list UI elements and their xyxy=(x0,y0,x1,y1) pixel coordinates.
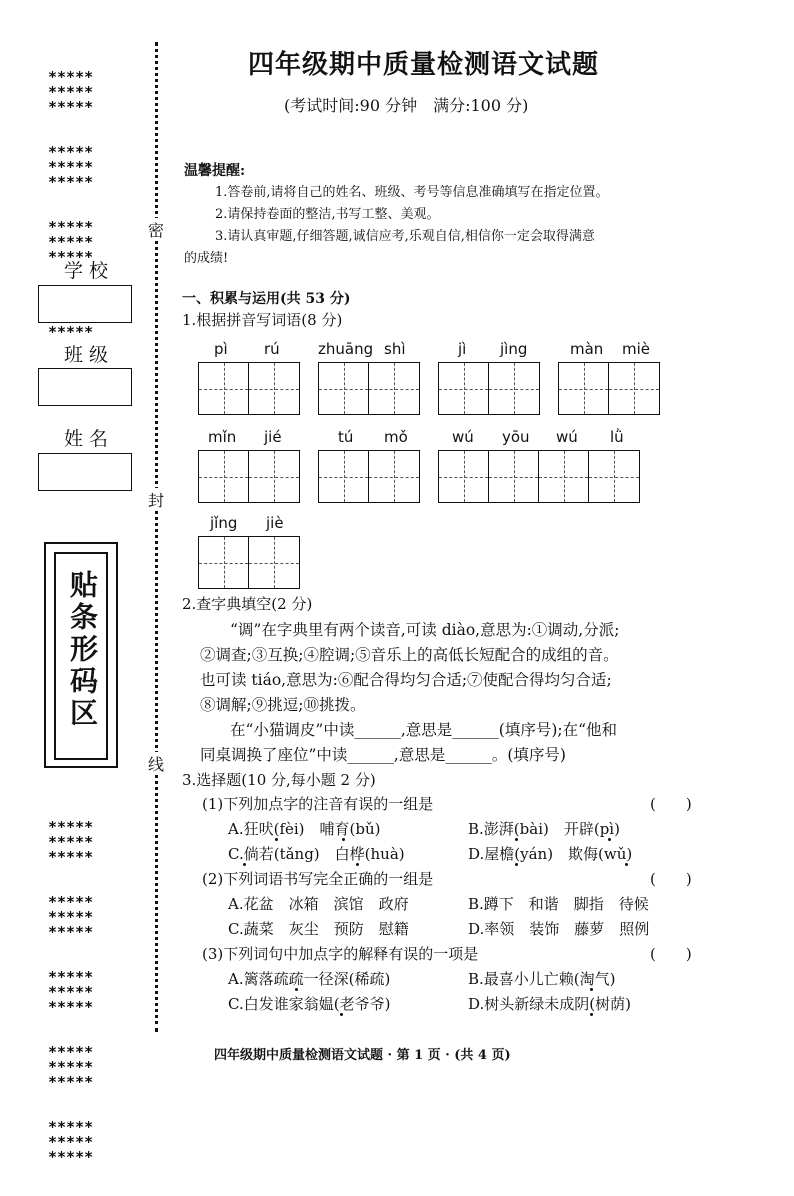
star-pattern-bottom: ***** ***** ***** ***** ***** ***** ***** ***** ***** ***** ***** ***** ***** ***** ***** xyxy=(48,818,94,1166)
option: B.蹲下 和谐 脚指 待候 xyxy=(468,895,649,913)
question-3-stem: (3)下列词句中加点字的解释有误的一项是 xyxy=(202,945,479,963)
answer-paren[interactable]: ( ) xyxy=(650,795,692,813)
reminder-item: 1.答卷前,请将自己的姓名、班级、考号等信息准确填写在指定位置。 xyxy=(215,185,609,200)
pinyin: jié xyxy=(264,428,282,446)
name-field[interactable] xyxy=(38,453,132,491)
answer-grid[interactable] xyxy=(318,362,420,415)
school-field[interactable] xyxy=(38,285,132,323)
option: D.屋檐(yán) 欺侮(wǔ) xyxy=(468,845,633,863)
reminder-item: 3.请认真审题,仔细答题,诚信应考,乐观自信,相信你一定会取得满意 xyxy=(215,229,595,244)
option: B.最喜小儿亡赖(淘气) xyxy=(468,970,616,988)
option: D.率领 装饰 藤萝 照例 xyxy=(468,920,650,938)
pinyin: wú xyxy=(556,428,578,446)
class-label: 班级 xyxy=(64,344,115,366)
emphasis-dot xyxy=(625,863,628,866)
reminder-item: 的成绩! xyxy=(184,251,229,266)
pinyin: tú xyxy=(338,428,354,446)
option: C.倘若(tǎng) 白桦(huà) xyxy=(228,845,405,863)
question-2-text: ②调查;③互换;④腔调;⑤音乐上的高低长短配合的成组的音。 xyxy=(200,646,619,664)
exam-info: (考试时间:90 分钟 满分:100 分) xyxy=(284,96,529,115)
section-heading: 一、积累与运用(共 53 分) xyxy=(182,291,351,307)
emphasis-dot xyxy=(275,838,278,841)
pinyin: rú xyxy=(264,340,280,358)
pinyin: lǜ xyxy=(610,428,624,446)
emphasis-dot xyxy=(590,1013,593,1016)
pinyin: jiè xyxy=(266,514,284,532)
barcode-label: 贴条形码区 xyxy=(66,570,99,730)
emphasis-dot xyxy=(590,988,593,991)
question-2-text: 在“小猫调皮”中读______,意思是______(填序号);在“他和 xyxy=(230,721,618,739)
answer-grid[interactable] xyxy=(198,536,300,589)
option: C.白发谁家翁媪(老爷爷) xyxy=(228,995,391,1013)
option: D.树头新绿未成阴(树荫) xyxy=(468,995,631,1013)
school-label: 学校 xyxy=(64,260,115,282)
option: A.篱落疏疏一径深(稀疏) xyxy=(228,970,391,988)
option: A.花盆 冰箱 滨馆 政府 xyxy=(228,895,409,913)
reminder-item: 2.请保持卷面的整洁,书写工整、美观。 xyxy=(215,207,440,222)
option: C.蔬菜 灰尘 预防 慰籍 xyxy=(228,920,409,938)
class-field[interactable] xyxy=(38,368,132,406)
emphasis-dot xyxy=(515,863,518,866)
reminder-heading: 温馨提醒: xyxy=(184,163,246,179)
answer-paren[interactable]: ( ) xyxy=(650,870,692,888)
answer-grid[interactable] xyxy=(198,362,300,415)
question-3-stem: (1)下列加点字的注音有误的一组是 xyxy=(202,795,434,813)
pinyin: pì xyxy=(214,340,228,358)
sidebar xyxy=(0,0,170,1166)
answer-grid[interactable] xyxy=(438,362,540,415)
pinyin: yōu xyxy=(502,428,530,446)
pinyin: jì xyxy=(458,340,467,358)
pinyin: zhuāng xyxy=(318,340,374,358)
page-title: 四年级期中质量检测语文试题 xyxy=(248,50,600,80)
question-3-stem: (2)下列词语书写完全正确的一组是 xyxy=(202,870,434,888)
page-footer: 四年级期中质量检测语文试题 · 第 1 页 · (共 4 页) xyxy=(214,1048,511,1063)
seal-line xyxy=(155,42,158,1032)
seal-char-mi: 密 xyxy=(148,218,164,241)
answer-grid[interactable] xyxy=(318,450,420,503)
seal-char-feng: 封 xyxy=(148,488,164,511)
emphasis-dot xyxy=(608,838,611,841)
question-2-text: ⑧调解;⑨挑逗;⑩挑拨。 xyxy=(200,696,366,714)
seal-char-xian: 线 xyxy=(148,752,164,775)
option: B.澎湃(bài) 开辟(pì) xyxy=(468,820,620,838)
question-3-title: 3.选择题(10 分,每小题 2 分) xyxy=(182,771,376,789)
emphasis-dot xyxy=(243,863,246,866)
pinyin: jǐng xyxy=(210,514,238,532)
name-label: 姓名 xyxy=(64,428,115,450)
pinyin: wú xyxy=(452,428,474,446)
emphasis-dot xyxy=(295,988,298,991)
pinyin: jìng xyxy=(500,340,528,358)
pinyin: shì xyxy=(384,340,406,358)
question-2-text: 也可读 tiáo,意思为:⑥配合得均匀合适;⑦使配合得均匀合适; xyxy=(200,671,612,689)
answer-grid[interactable] xyxy=(438,450,640,503)
answer-grid[interactable] xyxy=(558,362,660,415)
question-2-text: 同桌调换了座位”中读______,意思是______。(填序号) xyxy=(200,746,566,764)
emphasis-dot xyxy=(342,838,345,841)
emphasis-dot xyxy=(515,838,518,841)
barcode-area xyxy=(44,542,118,768)
pinyin: màn xyxy=(570,340,604,358)
pinyin: miè xyxy=(622,340,651,358)
emphasis-dot xyxy=(356,863,359,866)
option: A.狂吠(fèi) 哺育(bǔ) xyxy=(228,820,381,838)
star-pattern-top: ***** ***** ***** ***** ***** ***** ***** ***** ***** ***** xyxy=(48,68,94,341)
answer-paren[interactable]: ( ) xyxy=(650,945,692,963)
pinyin: mǐn xyxy=(208,428,237,446)
answer-grid[interactable] xyxy=(198,450,300,503)
question-2-title: 2.查字典填空(2 分) xyxy=(182,595,313,613)
emphasis-dot xyxy=(340,1013,343,1016)
pinyin: mǒ xyxy=(384,428,408,446)
question-1-title: 1.根据拼音写词语(8 分) xyxy=(182,311,343,329)
question-2-text: “调”在字典里有两个读音,可读 diào,意思为:①调动,分派; xyxy=(230,621,620,639)
